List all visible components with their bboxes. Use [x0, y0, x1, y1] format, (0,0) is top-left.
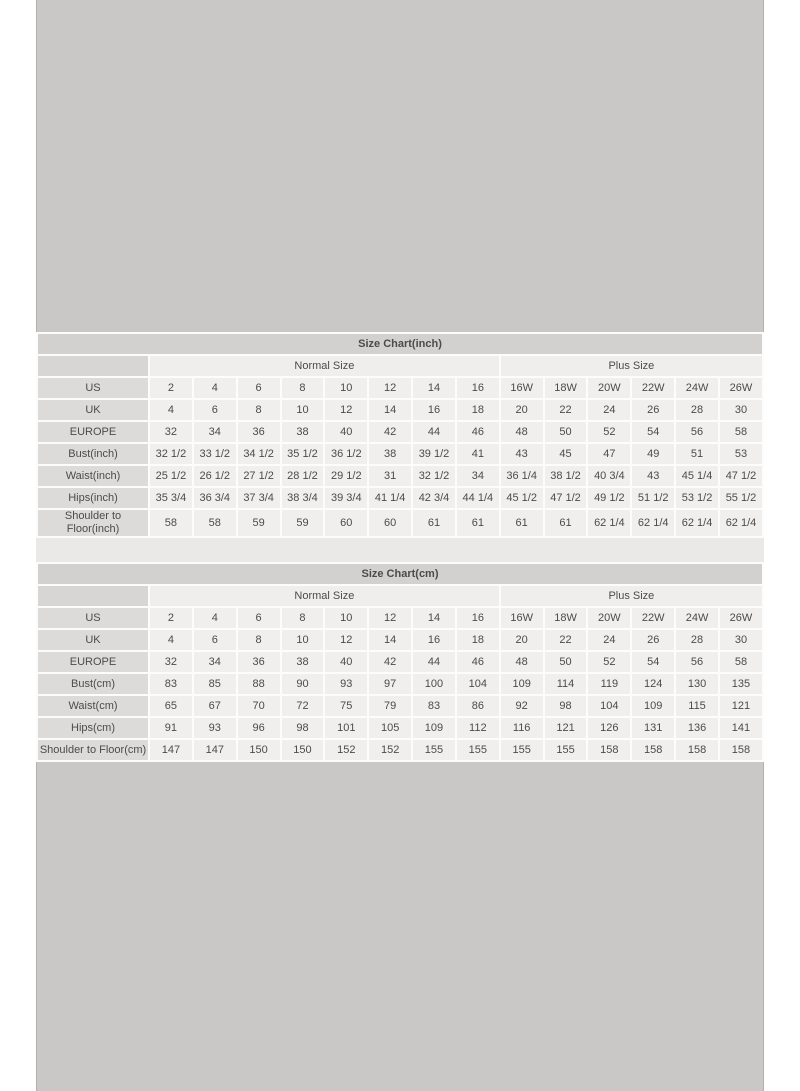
size-value-cell: 60	[325, 510, 367, 536]
size-value-cell: 152	[369, 740, 411, 760]
size-value-cell: 150	[238, 740, 280, 760]
row-label-cell: Shoulder to Floor(inch)	[38, 510, 148, 536]
size-value-cell: 36	[238, 422, 280, 442]
size-value-cell: 20	[501, 400, 543, 420]
size-value-cell: 44 1/4	[457, 488, 499, 508]
size-value-cell: 12	[369, 378, 411, 398]
size-value-cell: 16	[413, 400, 455, 420]
size-value-cell: 24W	[676, 378, 718, 398]
size-value-cell: 6	[238, 378, 280, 398]
table-row	[38, 740, 762, 760]
size-value-cell: 48	[501, 422, 543, 442]
size-value-cell: 119	[588, 674, 630, 694]
size-value-cell: 30	[720, 630, 762, 650]
size-value-cell: 62 1/4	[720, 510, 762, 536]
size-value-cell: 115	[676, 696, 718, 716]
size-value-cell: 38	[282, 652, 324, 672]
size-value-cell: 38	[369, 444, 411, 464]
size-value-cell: 59	[238, 510, 280, 536]
table-row	[38, 510, 762, 536]
size-value-cell: 147	[150, 740, 192, 760]
table-row	[38, 718, 762, 738]
size-value-cell: 72	[282, 696, 324, 716]
size-chart-inch-section	[36, 332, 764, 538]
size-value-cell: 8	[238, 400, 280, 420]
size-value-cell: 42	[369, 422, 411, 442]
size-value-cell: 44	[413, 652, 455, 672]
size-value-cell: 109	[501, 674, 543, 694]
table-row	[38, 488, 762, 508]
size-value-cell: 158	[588, 740, 630, 760]
row-label-cell: UK	[38, 630, 148, 650]
size-value-cell: 10	[282, 630, 324, 650]
size-value-cell: 155	[545, 740, 587, 760]
size-value-cell: 79	[369, 696, 411, 716]
size-value-cell: 98	[282, 718, 324, 738]
size-value-cell: 83	[150, 674, 192, 694]
size-value-cell: 4	[150, 630, 192, 650]
size-value-cell: 46	[457, 422, 499, 442]
size-value-cell: 62 1/4	[676, 510, 718, 536]
size-value-cell: 41 1/4	[369, 488, 411, 508]
size-value-cell: 25 1/2	[150, 466, 192, 486]
size-value-cell: 45	[545, 444, 587, 464]
size-value-cell: 10	[325, 608, 367, 628]
size-value-cell: 37 3/4	[238, 488, 280, 508]
size-chart-cm-section	[36, 562, 764, 762]
size-value-cell: 147	[194, 740, 236, 760]
size-value-cell: 18W	[545, 608, 587, 628]
size-value-cell: 38	[282, 422, 324, 442]
row-label-cell: Bust(cm)	[38, 674, 148, 694]
size-value-cell: 34	[457, 466, 499, 486]
size-value-cell: 24W	[676, 608, 718, 628]
size-value-cell: 27 1/2	[238, 466, 280, 486]
table-row	[38, 608, 762, 628]
size-value-cell: 4	[194, 608, 236, 628]
size-value-cell: 32	[150, 652, 192, 672]
size-value-cell: 88	[238, 674, 280, 694]
size-value-cell: 121	[720, 696, 762, 716]
normal-size-header: Normal Size	[150, 586, 499, 606]
size-chart-cm-table	[36, 562, 764, 762]
size-value-cell: 58	[194, 510, 236, 536]
size-value-cell: 152	[325, 740, 367, 760]
size-value-cell: 26	[632, 630, 674, 650]
size-value-cell: 104	[588, 696, 630, 716]
size-value-cell: 109	[413, 718, 455, 738]
size-value-cell: 26W	[720, 608, 762, 628]
size-value-cell: 50	[545, 422, 587, 442]
size-value-cell: 65	[150, 696, 192, 716]
table-row	[38, 444, 762, 464]
size-value-cell: 55 1/2	[720, 488, 762, 508]
size-value-cell: 12	[325, 630, 367, 650]
size-value-cell: 112	[457, 718, 499, 738]
size-value-cell: 85	[194, 674, 236, 694]
size-value-cell: 126	[588, 718, 630, 738]
size-value-cell: 28	[676, 630, 718, 650]
size-value-cell: 8	[282, 378, 324, 398]
size-value-cell: 131	[632, 718, 674, 738]
corner-cell	[38, 356, 148, 376]
size-value-cell: 31	[369, 466, 411, 486]
size-value-cell: 28	[676, 400, 718, 420]
row-label-cell: Hips(cm)	[38, 718, 148, 738]
size-value-cell: 32 1/2	[150, 444, 192, 464]
size-value-cell: 12	[369, 608, 411, 628]
size-value-cell: 49	[632, 444, 674, 464]
size-value-cell: 2	[150, 608, 192, 628]
size-value-cell: 62 1/4	[588, 510, 630, 536]
size-value-cell: 44	[413, 422, 455, 442]
corner-cell	[38, 586, 148, 606]
size-value-cell: 58	[720, 652, 762, 672]
size-value-cell: 18	[457, 400, 499, 420]
size-value-cell: 135	[720, 674, 762, 694]
size-value-cell: 34	[194, 422, 236, 442]
size-value-cell: 45 1/2	[501, 488, 543, 508]
size-value-cell: 36 1/2	[325, 444, 367, 464]
size-value-cell: 39 3/4	[325, 488, 367, 508]
size-value-cell: 90	[282, 674, 324, 694]
size-value-cell: 14	[413, 378, 455, 398]
size-value-cell: 98	[545, 696, 587, 716]
size-value-cell: 93	[325, 674, 367, 694]
size-value-cell: 18W	[545, 378, 587, 398]
size-value-cell: 101	[325, 718, 367, 738]
size-value-cell: 35 3/4	[150, 488, 192, 508]
size-value-cell: 6	[194, 630, 236, 650]
size-value-cell: 58	[720, 422, 762, 442]
size-value-cell: 54	[632, 652, 674, 672]
size-value-cell: 34 1/2	[238, 444, 280, 464]
size-value-cell: 36 1/4	[501, 466, 543, 486]
size-value-cell: 40 3/4	[588, 466, 630, 486]
size-value-cell: 59	[282, 510, 324, 536]
size-value-cell: 116	[501, 718, 543, 738]
size-value-cell: 61	[413, 510, 455, 536]
size-value-cell: 45 1/4	[676, 466, 718, 486]
size-value-cell: 104	[457, 674, 499, 694]
size-value-cell: 33 1/2	[194, 444, 236, 464]
size-value-cell: 14	[369, 630, 411, 650]
size-value-cell: 121	[545, 718, 587, 738]
size-value-cell: 92	[501, 696, 543, 716]
size-value-cell: 158	[720, 740, 762, 760]
row-label-cell: UK	[38, 400, 148, 420]
plus-size-header: Plus Size	[501, 356, 762, 376]
size-value-cell: 56	[676, 422, 718, 442]
size-value-cell: 34	[194, 652, 236, 672]
size-value-cell: 22	[545, 400, 587, 420]
plus-size-header: Plus Size	[501, 586, 762, 606]
size-value-cell: 22W	[632, 608, 674, 628]
size-value-cell: 40	[325, 422, 367, 442]
size-value-cell: 49 1/2	[588, 488, 630, 508]
size-charts-block	[36, 332, 764, 762]
size-value-cell: 41	[457, 444, 499, 464]
table-row	[38, 652, 762, 672]
table-title: Size Chart(inch)	[38, 334, 762, 354]
size-value-cell: 38 3/4	[282, 488, 324, 508]
size-value-cell: 16	[457, 608, 499, 628]
size-value-cell: 30	[720, 400, 762, 420]
row-label-cell: EUROPE	[38, 422, 148, 442]
size-value-cell: 16	[413, 630, 455, 650]
size-value-cell: 28 1/2	[282, 466, 324, 486]
size-value-cell: 14	[413, 608, 455, 628]
size-value-cell: 10	[325, 378, 367, 398]
size-value-cell: 26W	[720, 378, 762, 398]
row-label-cell: US	[38, 378, 148, 398]
size-value-cell: 26	[632, 400, 674, 420]
size-value-cell: 70	[238, 696, 280, 716]
size-value-cell: 51	[676, 444, 718, 464]
size-value-cell: 62 1/4	[632, 510, 674, 536]
size-value-cell: 20W	[588, 608, 630, 628]
table-row	[38, 630, 762, 650]
table-row	[38, 696, 762, 716]
size-value-cell: 35 1/2	[282, 444, 324, 464]
row-label-cell: Waist(inch)	[38, 466, 148, 486]
size-value-cell: 2	[150, 378, 192, 398]
size-value-cell: 42	[369, 652, 411, 672]
size-value-cell: 155	[457, 740, 499, 760]
size-value-cell: 48	[501, 652, 543, 672]
table-row	[38, 422, 762, 442]
size-value-cell: 60	[369, 510, 411, 536]
size-value-cell: 130	[676, 674, 718, 694]
size-value-cell: 26 1/2	[194, 466, 236, 486]
size-value-cell: 36 3/4	[194, 488, 236, 508]
size-value-cell: 47	[588, 444, 630, 464]
size-value-cell: 93	[194, 718, 236, 738]
size-value-cell: 158	[676, 740, 718, 760]
size-value-cell: 36	[238, 652, 280, 672]
table-title-row	[38, 334, 762, 354]
size-value-cell: 158	[632, 740, 674, 760]
size-value-cell: 43	[632, 466, 674, 486]
row-label-cell: Hips(inch)	[38, 488, 148, 508]
size-value-cell: 20	[501, 630, 543, 650]
size-value-cell: 75	[325, 696, 367, 716]
size-value-cell: 4	[194, 378, 236, 398]
size-value-cell: 124	[632, 674, 674, 694]
size-value-cell: 16W	[501, 378, 543, 398]
size-value-cell: 56	[676, 652, 718, 672]
size-value-cell: 29 1/2	[325, 466, 367, 486]
size-value-cell: 12	[325, 400, 367, 420]
size-value-cell: 46	[457, 652, 499, 672]
table-row	[38, 674, 762, 694]
size-value-cell: 4	[150, 400, 192, 420]
size-group-header-row	[38, 356, 762, 376]
size-value-cell: 50	[545, 652, 587, 672]
size-value-cell: 24	[588, 630, 630, 650]
normal-size-header: Normal Size	[150, 356, 499, 376]
size-value-cell: 18	[457, 630, 499, 650]
size-value-cell: 43	[501, 444, 543, 464]
size-value-cell: 61	[545, 510, 587, 536]
size-value-cell: 14	[369, 400, 411, 420]
row-label-cell: Shoulder to Floor(cm)	[38, 740, 148, 760]
size-value-cell: 53	[720, 444, 762, 464]
size-value-cell: 16W	[501, 608, 543, 628]
row-label-cell: EUROPE	[38, 652, 148, 672]
row-label-cell: Waist(cm)	[38, 696, 148, 716]
size-value-cell: 109	[632, 696, 674, 716]
size-value-cell: 47 1/2	[720, 466, 762, 486]
table-title: Size Chart(cm)	[38, 564, 762, 584]
size-value-cell: 39 1/2	[413, 444, 455, 464]
size-value-cell: 141	[720, 718, 762, 738]
size-value-cell: 114	[545, 674, 587, 694]
size-value-cell: 58	[150, 510, 192, 536]
row-label-cell: US	[38, 608, 148, 628]
size-value-cell: 52	[588, 652, 630, 672]
size-value-cell: 105	[369, 718, 411, 738]
size-value-cell: 16	[457, 378, 499, 398]
size-value-cell: 47 1/2	[545, 488, 587, 508]
size-group-header-row	[38, 586, 762, 606]
size-value-cell: 10	[282, 400, 324, 420]
size-value-cell: 100	[413, 674, 455, 694]
size-value-cell: 32 1/2	[413, 466, 455, 486]
size-value-cell: 20W	[588, 378, 630, 398]
table-title-row	[38, 564, 762, 584]
size-value-cell: 96	[238, 718, 280, 738]
size-value-cell: 67	[194, 696, 236, 716]
size-value-cell: 52	[588, 422, 630, 442]
size-value-cell: 61	[501, 510, 543, 536]
size-value-cell: 83	[413, 696, 455, 716]
table-row	[38, 400, 762, 420]
size-value-cell: 24	[588, 400, 630, 420]
size-value-cell: 91	[150, 718, 192, 738]
size-value-cell: 150	[282, 740, 324, 760]
size-value-cell: 8	[282, 608, 324, 628]
size-value-cell: 97	[369, 674, 411, 694]
size-value-cell: 51 1/2	[632, 488, 674, 508]
size-value-cell: 22	[545, 630, 587, 650]
size-value-cell: 22W	[632, 378, 674, 398]
size-value-cell: 32	[150, 422, 192, 442]
size-value-cell: 40	[325, 652, 367, 672]
size-value-cell: 6	[238, 608, 280, 628]
size-value-cell: 86	[457, 696, 499, 716]
size-value-cell: 6	[194, 400, 236, 420]
size-value-cell: 8	[238, 630, 280, 650]
size-value-cell: 155	[501, 740, 543, 760]
size-value-cell: 38 1/2	[545, 466, 587, 486]
size-value-cell: 54	[632, 422, 674, 442]
size-value-cell: 42 3/4	[413, 488, 455, 508]
size-chart-inch-table	[36, 332, 764, 538]
size-value-cell: 155	[413, 740, 455, 760]
size-value-cell: 61	[457, 510, 499, 536]
size-value-cell: 53 1/2	[676, 488, 718, 508]
table-row	[38, 378, 762, 398]
size-value-cell: 136	[676, 718, 718, 738]
row-label-cell: Bust(inch)	[38, 444, 148, 464]
table-row	[38, 466, 762, 486]
